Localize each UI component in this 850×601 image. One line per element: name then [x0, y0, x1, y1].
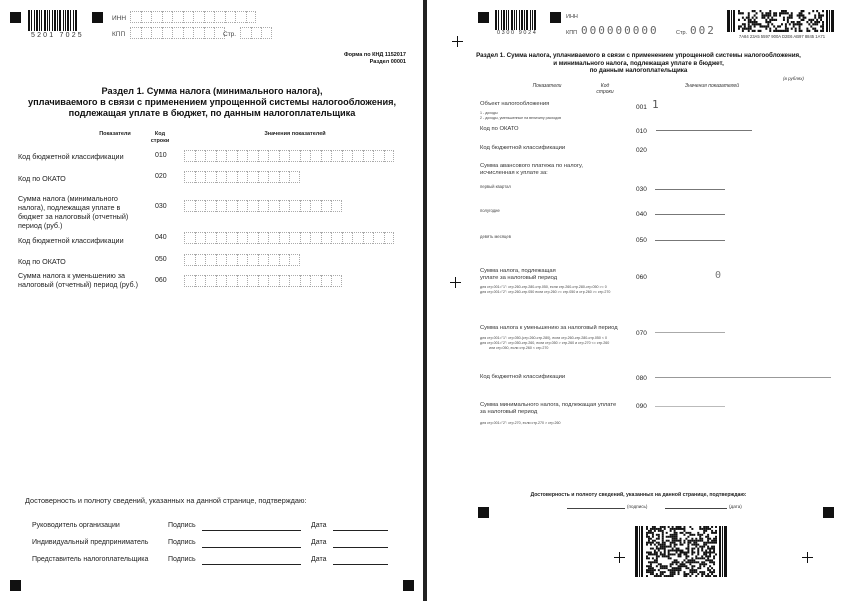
kpp-value[interactable]: 000000000 [581, 24, 659, 37]
row-note: для стр.001="2": стр.050-стр.260, если стр.050 > стр.260 и стр.270 <= стр.260 [480, 341, 610, 345]
character-cell[interactable] [268, 254, 279, 266]
column-header-code: Код строки [150, 131, 170, 144]
row-note: для стр.001="1": стр.260-стр.280-стр.050, если стр.260-стр.280-стр.050 >= 0 [480, 285, 607, 289]
character-cell[interactable] [184, 254, 195, 266]
row-code: 010 [155, 152, 167, 159]
row-note: 2 - доходы, уменьшенные на величину расходов [480, 116, 562, 120]
confirmation-text: Достоверность и полноту сведений, указанных на данной странице, подтверждаю: [25, 496, 307, 505]
row-code: 030 [155, 203, 167, 210]
character-cell[interactable] [216, 275, 227, 287]
value-field[interactable] [184, 275, 342, 287]
character-cell[interactable] [130, 11, 141, 23]
row-label: первый квартал [480, 184, 511, 189]
inn-label: ИНН [112, 15, 127, 22]
signature-label: Подпись [168, 522, 196, 529]
character-cell[interactable] [279, 275, 290, 287]
signature-label: Подпись [168, 556, 196, 563]
signature-line[interactable] [202, 530, 301, 531]
date-label: Дата [311, 539, 327, 546]
character-cell[interactable] [261, 27, 272, 39]
character-cell[interactable] [258, 200, 269, 212]
value-field[interactable] [184, 232, 394, 244]
form-code: Форма по КНД 1152017 [343, 52, 406, 58]
character-cell[interactable] [300, 275, 311, 287]
character-cell[interactable] [226, 200, 237, 212]
character-cell[interactable] [237, 171, 248, 183]
crosshair-mark [614, 552, 625, 563]
character-cell[interactable] [184, 275, 195, 287]
row-code: 050 [155, 256, 167, 263]
character-cell[interactable] [247, 150, 258, 162]
character-cell[interactable] [321, 232, 332, 244]
inn-label: ИНН [566, 14, 578, 20]
value-field[interactable] [184, 200, 342, 212]
character-cell[interactable] [300, 232, 311, 244]
row-label: Сумма минимального налога, подлежащая уплате за налоговый период [480, 402, 617, 415]
half-year-field[interactable] [655, 214, 725, 215]
signature-label: (подпись) [627, 504, 648, 509]
character-cell[interactable] [151, 27, 162, 39]
character-cell[interactable] [310, 200, 321, 212]
signature-label: Подпись [168, 539, 196, 546]
value-field[interactable] [184, 150, 394, 162]
character-cell[interactable] [205, 200, 216, 212]
character-cell[interactable] [342, 150, 353, 162]
date-label: (дата) [729, 504, 742, 509]
form-page-1 [0, 0, 424, 601]
tax-object-value[interactable]: 1 [652, 98, 659, 111]
row-code: 090 [636, 403, 647, 410]
character-cell[interactable] [246, 11, 257, 23]
barcode-bar [536, 10, 537, 30]
signature-line[interactable] [202, 564, 301, 565]
tax-payable-value[interactable]: 0 [715, 270, 722, 281]
character-cell[interactable] [321, 275, 332, 287]
date-line[interactable] [333, 530, 388, 531]
form-page-2 [427, 0, 850, 601]
character-cell[interactable] [204, 27, 215, 39]
character-cell[interactable] [130, 27, 141, 39]
character-cell[interactable] [352, 150, 363, 162]
character-cell[interactable] [247, 171, 258, 183]
form-code-block [286, 52, 406, 66]
character-cell[interactable] [205, 232, 216, 244]
column-header-indicators: Показатели [99, 131, 131, 137]
alignment-marker [10, 12, 21, 23]
character-cell[interactable] [247, 254, 258, 266]
2d-barcode [635, 526, 728, 577]
character-cell[interactable] [193, 27, 204, 39]
character-cell[interactable] [216, 254, 227, 266]
character-cell[interactable] [237, 254, 248, 266]
kpp-field[interactable] [130, 27, 225, 39]
character-cell[interactable] [184, 200, 195, 212]
character-cell[interactable] [258, 171, 269, 183]
value-field[interactable] [184, 254, 300, 266]
row-label: Код бюджетной классификации [480, 374, 566, 380]
alignment-marker [823, 507, 834, 518]
character-cell[interactable] [141, 11, 152, 23]
character-cell[interactable] [195, 254, 206, 266]
character-cell[interactable] [279, 232, 290, 244]
character-cell[interactable] [268, 200, 279, 212]
character-cell[interactable] [279, 254, 290, 266]
character-cell[interactable] [216, 150, 227, 162]
tax-reduction-field[interactable] [655, 332, 725, 333]
character-cell[interactable] [216, 171, 227, 183]
character-cell[interactable] [240, 27, 251, 39]
character-cell[interactable] [321, 200, 332, 212]
character-cell[interactable] [373, 150, 384, 162]
title-line: подлежащая уплате в бюджет, по данным налогоплательщика [68, 108, 356, 118]
title-line: и минимального налога, подлежащая уплате в бюджет, [553, 59, 724, 67]
row-label: Сумма налога (минимального налога), подлежащая уплате в бюджет за налоговый (отчетный) период (руб.) [18, 194, 129, 230]
character-cell[interactable] [384, 232, 395, 244]
first-quarter-field[interactable] [655, 189, 725, 190]
character-cell[interactable] [141, 27, 152, 39]
character-cell[interactable] [289, 200, 300, 212]
character-cell[interactable] [289, 171, 300, 183]
2d-barcode-graphic [727, 10, 835, 32]
column-header-indicators: Показатели [532, 83, 562, 89]
page-number-label: Стр. [676, 30, 688, 36]
value-field[interactable] [184, 171, 300, 183]
signature-line[interactable] [202, 547, 301, 548]
character-cell[interactable] [183, 11, 194, 23]
2d-barcode-graphic [635, 526, 728, 577]
character-cell[interactable] [247, 232, 258, 244]
character-cell[interactable] [151, 11, 162, 23]
2d-barcode-text: 7A84 23A5 5597 900A D2E6 AB97 8845 1A71 [738, 34, 826, 39]
alignment-marker [478, 507, 489, 518]
character-cell[interactable] [184, 171, 195, 183]
character-cell[interactable] [216, 200, 227, 212]
row-label: Код по ОКАТО [480, 126, 519, 132]
row-note: для стр.001="2": стр.260-стр.050 если стр.260 >= стр.050 и стр.260 >= стр.270 [480, 290, 611, 294]
row-label: Код по ОКАТО [18, 257, 66, 266]
confirmation-text: Достоверность и полноту сведений, указанных на данной странице, подтверждаю: [530, 492, 747, 498]
character-cell[interactable] [310, 150, 321, 162]
character-cell[interactable] [205, 275, 216, 287]
character-cell[interactable] [162, 11, 173, 23]
character-cell[interactable] [226, 171, 237, 183]
row-label: Код по ОКАТО [18, 174, 66, 183]
character-cell[interactable] [363, 232, 374, 244]
alignment-marker [403, 580, 414, 591]
character-cell[interactable] [247, 200, 258, 212]
character-cell[interactable] [193, 11, 204, 23]
row-code: 030 [636, 186, 647, 193]
crosshair-mark [452, 36, 463, 47]
character-cell[interactable] [258, 232, 269, 244]
row-code: 070 [636, 330, 647, 337]
row-label: Сумма налога, подлежащая уплате за налоговый период [480, 268, 558, 281]
okato-field[interactable] [656, 130, 752, 131]
character-cell[interactable] [258, 150, 269, 162]
character-cell[interactable] [237, 232, 248, 244]
kbk-field[interactable] [655, 377, 831, 378]
signature-line[interactable] [567, 508, 625, 509]
character-cell[interactable] [216, 232, 227, 244]
character-cell[interactable] [331, 232, 342, 244]
character-cell[interactable] [247, 275, 258, 287]
title-line: уплачиваемого в связи с применением упрощенной системы налогообложения, [27, 97, 397, 107]
character-cell[interactable] [331, 275, 342, 287]
character-cell[interactable] [183, 27, 194, 39]
row-code: 020 [155, 173, 167, 180]
row-code: 040 [636, 211, 647, 218]
character-cell[interactable] [289, 275, 300, 287]
row-code: 050 [636, 237, 647, 244]
barcode [495, 10, 541, 30]
character-cell[interactable] [342, 232, 353, 244]
character-cell[interactable] [226, 275, 237, 287]
character-cell[interactable] [195, 275, 206, 287]
character-cell[interactable] [279, 171, 290, 183]
character-cell[interactable] [310, 275, 321, 287]
character-cell[interactable] [172, 27, 183, 39]
date-line[interactable] [665, 508, 727, 509]
row-note: для стр.001="1": стр.050-(стр.260-стр.280), если стр.260-стр.280-стр.050 < 0 [480, 336, 608, 340]
row-note: для стр.001="2": стр.270, если стр.270 > стр.260 [480, 421, 561, 425]
date-label: Дата [311, 556, 327, 563]
character-cell[interactable] [184, 232, 195, 244]
character-cell[interactable] [184, 150, 195, 162]
alignment-marker [478, 12, 489, 23]
row-code: 040 [155, 234, 167, 241]
character-cell[interactable] [384, 150, 395, 162]
column-header-code: Код строки [596, 83, 614, 95]
alignment-marker [92, 12, 103, 23]
character-cell[interactable] [235, 11, 246, 23]
minimum-tax-field[interactable] [655, 406, 725, 407]
signatory-role: Руководитель организации [32, 522, 120, 529]
character-cell[interactable] [204, 11, 215, 23]
character-cell[interactable] [195, 150, 206, 162]
kpp-label: КПП [112, 31, 126, 38]
page-number-label: Стр. [223, 31, 237, 38]
column-header-values: Значения показателей [264, 131, 326, 137]
character-cell[interactable] [279, 150, 290, 162]
row-label: Сумма налога к уменьшению за налоговый (отчетный) период (руб.) [18, 271, 138, 289]
title-line: Раздел 1. Сумма налога (минимального налога), [101, 86, 323, 96]
section-title [0, 86, 424, 119]
character-cell[interactable] [172, 11, 183, 23]
character-cell[interactable] [258, 254, 269, 266]
inn-field[interactable] [130, 11, 256, 23]
row-code: 001 [636, 104, 647, 111]
date-line[interactable] [333, 547, 388, 548]
character-cell[interactable] [352, 232, 363, 244]
row-label: Код бюджетной классификации [480, 145, 566, 151]
row-note: 1 - доходы [480, 111, 498, 115]
character-cell[interactable] [289, 232, 300, 244]
kpp-label: КПП [566, 30, 578, 36]
section-code: Раздел 00001 [369, 59, 406, 65]
barcode-bar [75, 10, 77, 31]
character-cell[interactable] [268, 232, 279, 244]
alignment-marker [10, 580, 21, 591]
character-cell[interactable] [226, 150, 237, 162]
2d-barcode [727, 10, 835, 32]
units-label: (в рублях) [783, 76, 804, 81]
row-label: Сумма налога к уменьшению за налоговый период [480, 325, 618, 331]
character-cell[interactable] [268, 150, 279, 162]
row-label: полугодие [480, 208, 500, 213]
character-cell[interactable] [321, 150, 332, 162]
character-cell[interactable] [289, 150, 300, 162]
character-cell[interactable] [258, 275, 269, 287]
date-line[interactable] [333, 564, 388, 565]
character-cell[interactable] [331, 200, 342, 212]
page-number-value[interactable]: 002 [690, 24, 716, 37]
row-code: 060 [155, 277, 167, 284]
character-cell[interactable] [289, 254, 300, 266]
row-code: 060 [636, 274, 647, 281]
row-label: Код бюджетной классификации [18, 152, 124, 161]
row-note: или стр.050, если стр.260 < стр.270 [489, 346, 549, 350]
signatory-role: Представитель налогоплательщика [32, 556, 149, 563]
character-cell[interactable] [195, 232, 206, 244]
character-cell[interactable] [373, 232, 384, 244]
character-cell[interactable] [225, 11, 236, 23]
signatory-role: Индивидуальный предприниматель [32, 539, 149, 546]
title-line: по данным налогоплательщика [589, 67, 688, 75]
character-cell[interactable] [205, 150, 216, 162]
row-label: девять месяцев [480, 234, 511, 239]
character-cell[interactable] [300, 200, 311, 212]
crosshair-mark [450, 277, 461, 288]
row-code: 020 [636, 147, 647, 154]
column-header-values: Значения показателей [684, 83, 739, 89]
character-cell[interactable] [331, 150, 342, 162]
crosshair-mark [802, 552, 813, 563]
character-cell[interactable] [310, 232, 321, 244]
character-cell[interactable] [195, 171, 206, 183]
section-title [427, 52, 850, 75]
row-label: Объект налогообложения [480, 101, 550, 107]
character-cell[interactable] [205, 171, 216, 183]
character-cell[interactable] [214, 11, 225, 23]
title-line: Раздел 1. Сумма налога, уплачиваемого в связи с применением упрощенной системы налогообложения, [476, 52, 801, 59]
character-cell[interactable] [268, 275, 279, 287]
character-cell[interactable] [226, 232, 237, 244]
row-label: Код бюджетной классификации [18, 236, 124, 245]
character-cell[interactable] [251, 27, 262, 39]
character-cell[interactable] [279, 200, 290, 212]
barcode-number: 0300 9024 [497, 30, 538, 36]
character-cell[interactable] [363, 150, 374, 162]
date-label: Дата [311, 522, 327, 529]
nine-months-field[interactable] [655, 240, 725, 241]
row-code: 010 [636, 128, 647, 135]
barcode [28, 10, 82, 31]
character-cell[interactable] [162, 27, 173, 39]
page-number-field[interactable] [240, 27, 272, 39]
alignment-marker [550, 12, 561, 23]
barcode-number: 5201 7025 [31, 32, 84, 39]
row-label: Сумма авансового платежа по налогу, исчисленная к уплате за: [480, 163, 583, 176]
character-cell[interactable] [237, 275, 248, 287]
character-cell[interactable] [205, 254, 216, 266]
character-cell[interactable] [195, 200, 206, 212]
character-cell[interactable] [226, 254, 237, 266]
character-cell[interactable] [237, 200, 248, 212]
character-cell[interactable] [237, 150, 248, 162]
character-cell[interactable] [300, 150, 311, 162]
character-cell[interactable] [268, 171, 279, 183]
row-code: 080 [636, 375, 647, 382]
